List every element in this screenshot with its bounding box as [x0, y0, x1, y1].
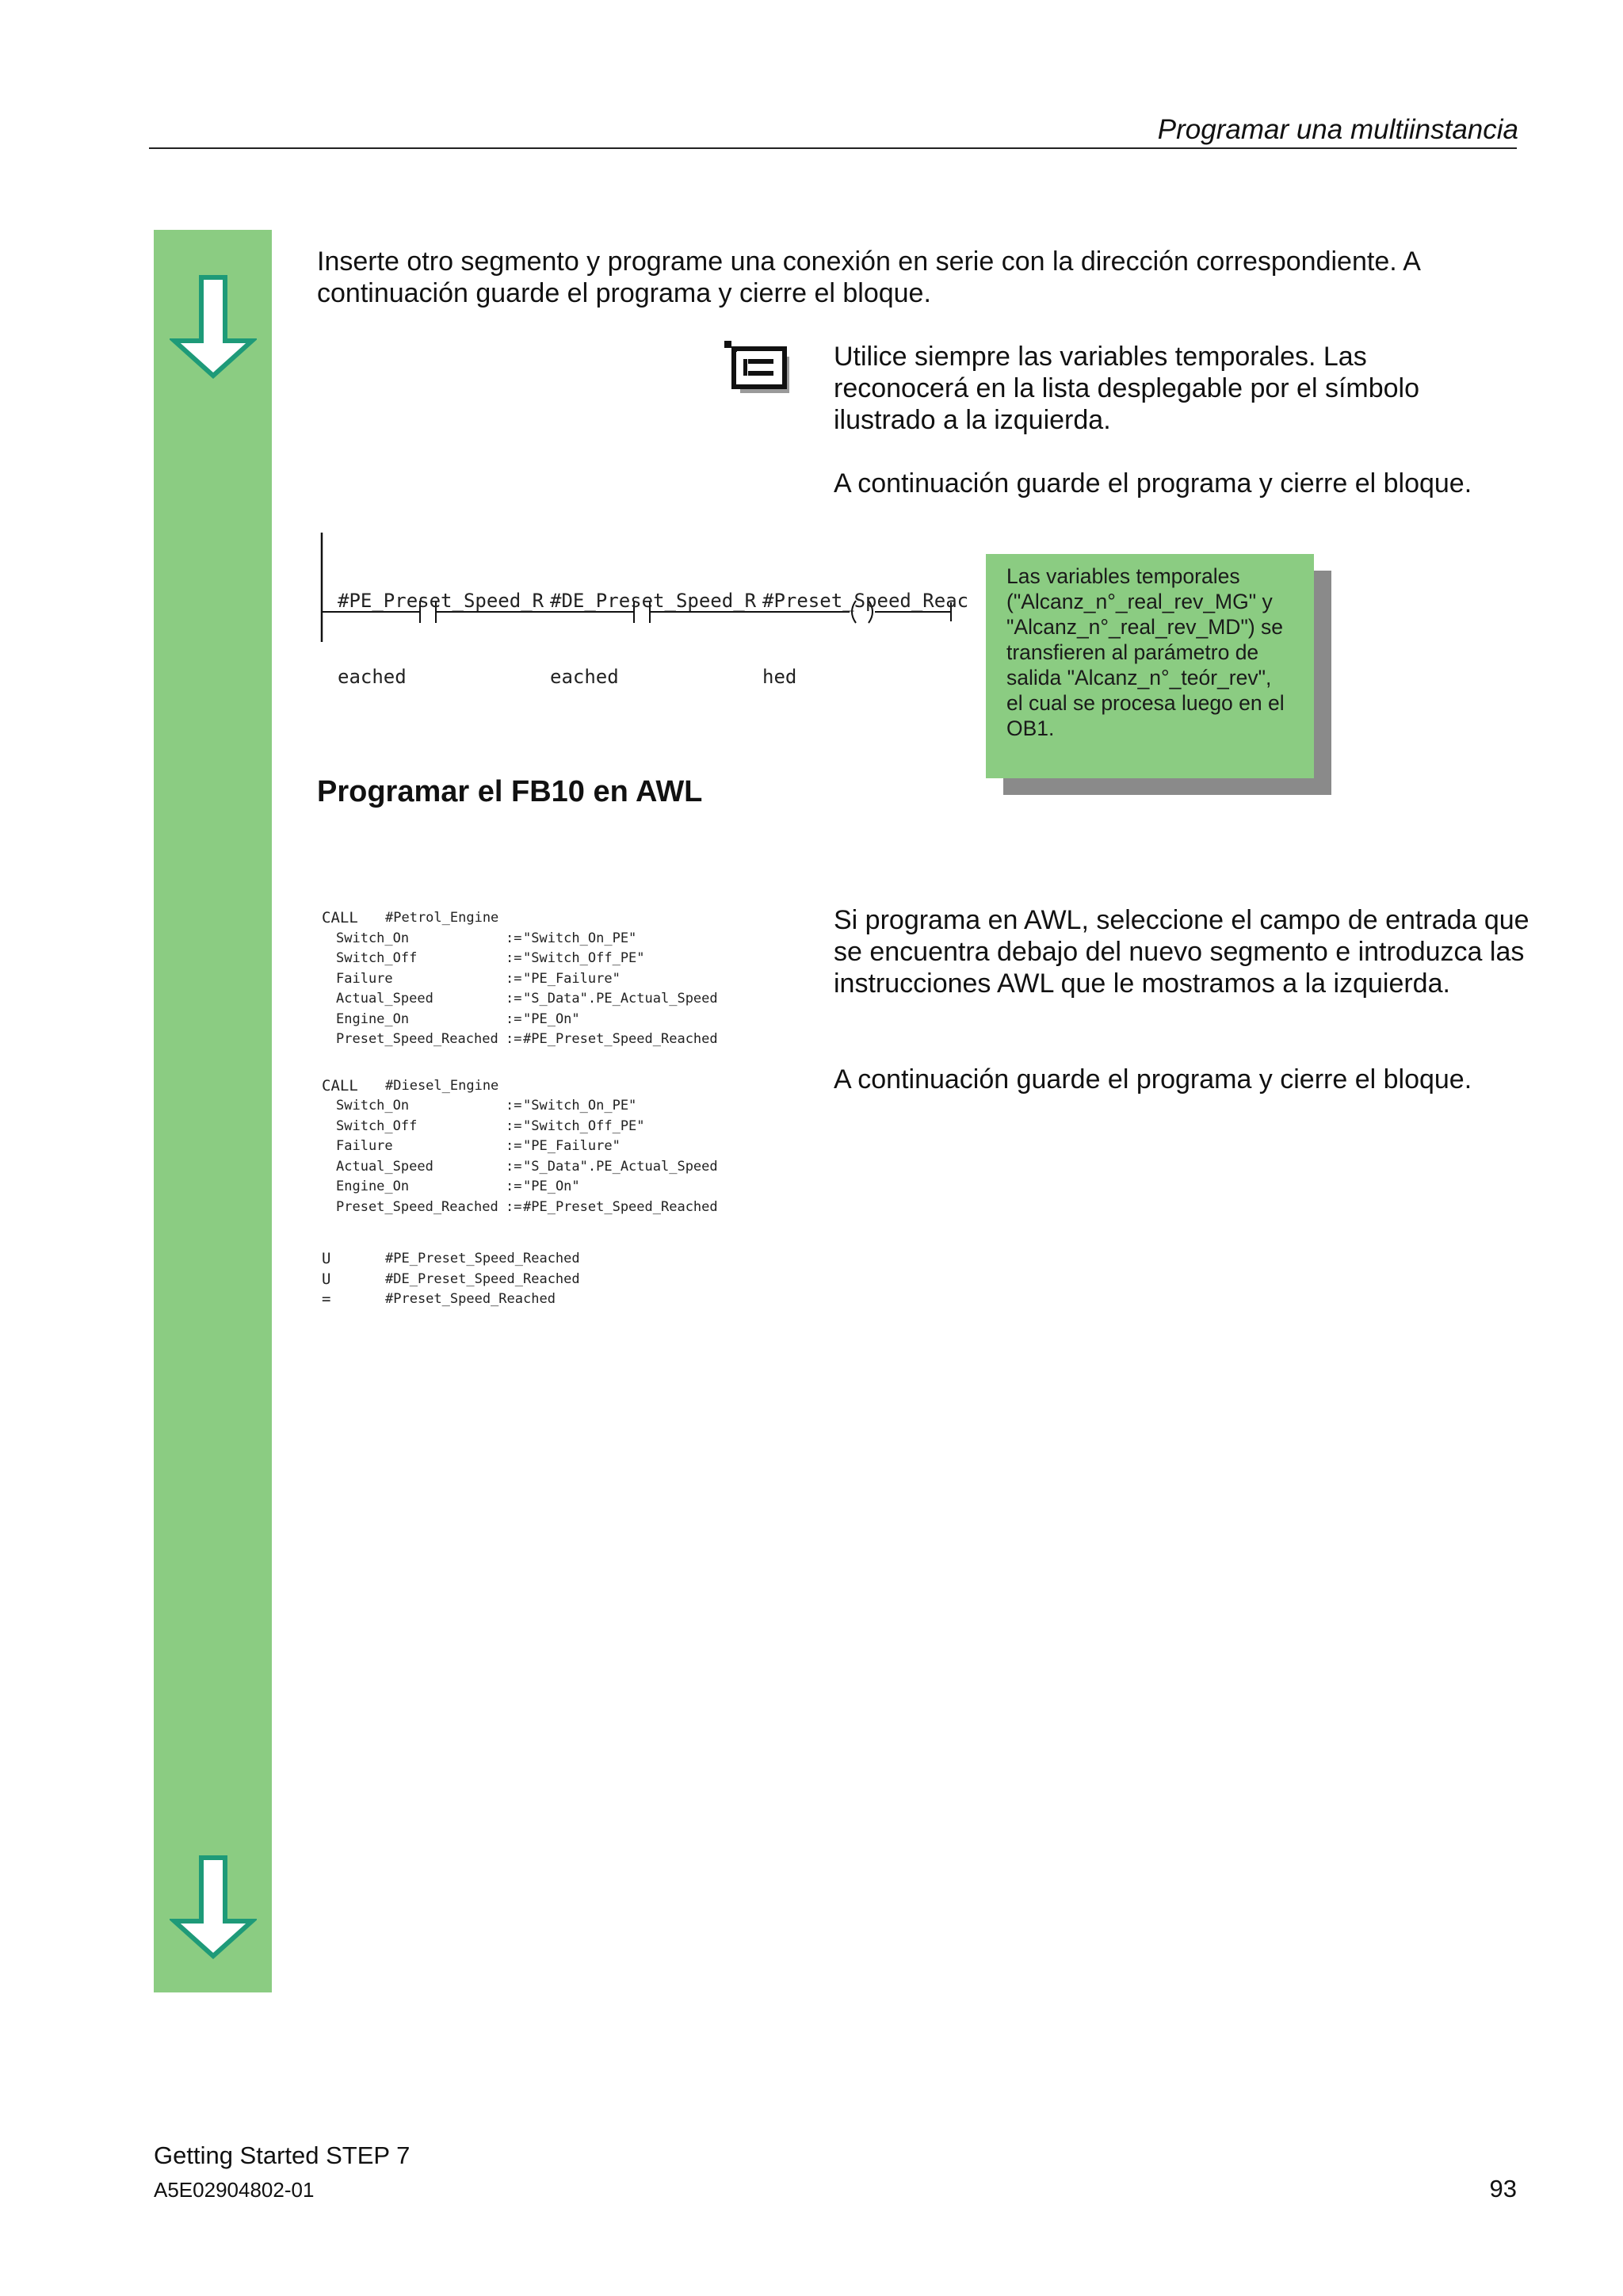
stl-param-line: Switch_Off := "Switch_Off_PE" [336, 950, 645, 966]
stl-param-line: Engine_On := "PE_On" [336, 1179, 580, 1194]
stl-logic-line: = #Preset_Speed_Reached [322, 1290, 556, 1308]
page-number: 93 [1489, 2175, 1517, 2202]
down-arrow-icon [170, 274, 257, 381]
step-instruction: Inserte otro segmento y programe una conexión en serie con la dirección correspondiente. A continuación guarde el programa y cierre el bloque. [317, 246, 1420, 308]
step-bar [154, 230, 272, 1992]
section-heading: Programar el FB10 en AWL [317, 775, 703, 808]
awl-followup: A continuación guarde el programa y cierre el bloque. [834, 1064, 1472, 1095]
stl-param-line: Switch_On := "Switch_On_PE" [336, 930, 637, 946]
stl-param-line: Failure := "PE_Failure" [336, 1138, 621, 1154]
stl-logic-line: U #DE_Preset_Speed_Reached [322, 1270, 580, 1288]
stl-param-line: Engine_On := "PE_On" [336, 1010, 580, 1027]
down-arrow-icon [170, 1855, 257, 1962]
header-rule [149, 147, 1517, 149]
stl-logic-line: U #PE_Preset_Speed_Reached [322, 1250, 580, 1267]
note-box: Las variables temporales ("Alcanz_n°_real_rev_MG" y "Alcanz_n°_real_rev_MD") se transfieren al parámetro de salida "Alcanz_n°_teór_rev", el cual se procesa luego en el OB1. [986, 554, 1314, 778]
stl-param-line: Switch_Off := "Switch_Off_PE" [336, 1117, 645, 1134]
stl-param-line: Preset_Speed_Reached := #PE_Preset_Speed_Reached [336, 1031, 718, 1047]
stl-param-line: Actual_Speed := "S_Data".PE_Actual_Speed [336, 991, 718, 1007]
running-header: Programar una multiinstancia [1157, 114, 1518, 145]
tip-text: Utilice siempre las variables temporales. Las reconocerá en la lista desplegable por el símbolo ilustrado a la izquierda. [834, 342, 1420, 435]
stl-code-listing [322, 908, 861, 1310]
tip-followup: A continuación guarde el programa y cierre el bloque. [834, 468, 1472, 499]
ladder-contact-label: #PE_Preset_Speed_R eached [338, 590, 544, 688]
footer-title: Getting Started STEP 7 [154, 2141, 411, 2169]
footer-doc-number: A5E02904802-01 [154, 2178, 315, 2202]
stl-call-line: CALL #Diesel_Engine [322, 1076, 499, 1095]
ladder-contact-label: #DE_Preset_Speed_R eached [550, 590, 757, 688]
stl-param-line: Actual_Speed := "S_Data".PE_Actual_Speed [336, 1158, 718, 1175]
stl-call-line: CALL #Petrol_Engine [322, 909, 499, 926]
temporary-variable-icon [723, 339, 792, 395]
ladder-diagram [317, 531, 969, 688]
stl-param-line: Preset_Speed_Reached := #PE_Preset_Speed_Reached [336, 1198, 718, 1215]
stl-param-line: Switch_On := "Switch_On_PE" [336, 1098, 637, 1114]
ladder-coil-label: #Preset_Speed_Reac hed [762, 590, 969, 688]
awl-instruction: Si programa en AWL, seleccione el campo de entrada que se encuentra debajo del nuevo segmento e introduzca las instrucciones AWL que le mostramos a la izquierda. [834, 905, 1529, 999]
stl-param-line: Failure := "PE_Failure" [336, 970, 621, 987]
